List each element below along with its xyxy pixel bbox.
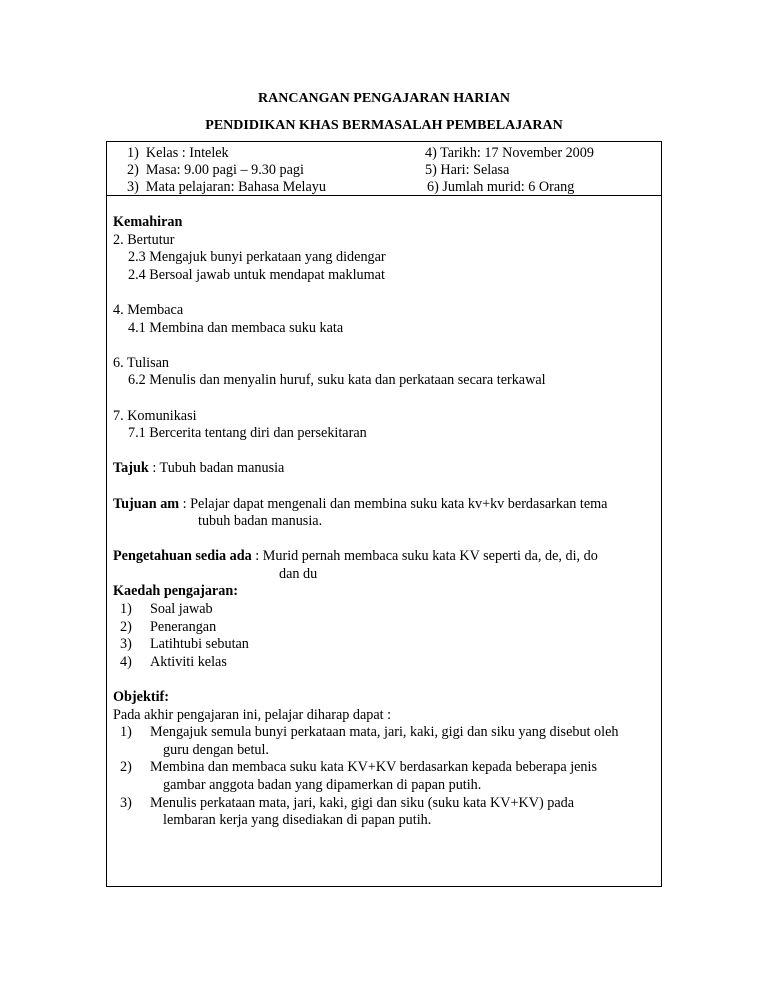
skill-item: 6.2 Menulis dan menyalin huruf, suku kata dan perkataan secara terkawal — [128, 372, 546, 389]
objektif-item-cont: guru dengan betul. — [163, 741, 269, 758]
skill-item: 2.4 Bersoal jawab untuk mendapat maklumat — [128, 266, 385, 283]
header-item-tarikh: 4) Tarikh: 17 November 2009 — [425, 145, 594, 161]
header-item-mata-pelajaran: 3) Mata pelajaran: Bahasa Melayu — [127, 179, 326, 195]
kaedah-item: 4) Aktiviti kelas — [120, 653, 227, 670]
tujuan-label: Tujuan am — [113, 495, 180, 512]
skill-membaca: 4. Membaca — [113, 301, 184, 318]
skill-item: 7.1 Bercerita tentang diri dan persekitaran — [128, 425, 367, 442]
tajuk-text: : Tubuh badan manusia — [148, 460, 285, 477]
objektif-heading: Objektif: — [113, 689, 169, 706]
skill-komunikasi: 7. Komunikasi — [113, 407, 197, 424]
objektif-item: 3) Menulis perkataan mata, jari, kaki, gigi dan siku (suku kata KV+KV) pada — [120, 794, 575, 811]
document-title: RANCANGAN PENGAJARAN HARIAN — [258, 91, 510, 106]
kaedah-item: 3) Latihtubi sebutan — [120, 636, 249, 653]
document-subtitle: PENDIDIKAN KHAS BERMASALAH PEMBELAJARAN — [205, 118, 563, 133]
header-item-hari: 5) Hari: Selasa — [425, 162, 510, 178]
tajuk-line — [113, 460, 659, 478]
pengetahuan-line: Pengetahuan sedia ada : Murid pernah membaca suku kata KV seperti da, de, di, do — [113, 548, 598, 565]
objektif-intro: Pada akhir pengajaran ini, pelajar diharap dapat : — [113, 706, 392, 723]
kaedah-item: 1) Soal jawab — [120, 601, 213, 618]
header-item-masa: 2) Masa: 9.00 pagi – 9.30 pagi — [127, 162, 304, 178]
kemahiran-heading: Kemahiran — [113, 214, 183, 230]
pengetahuan-line-2: dan du — [279, 565, 318, 582]
lesson-content — [113, 214, 659, 830]
tajuk-label: Tajuk — [113, 460, 149, 477]
header-item-kelas: 1) Kelas : Intelek — [127, 145, 229, 161]
objektif-item: 2) Membina dan membaca suku kata KV+KV berdasarkan kepada beberapa jenis — [120, 759, 597, 776]
lesson-plan-box — [106, 141, 662, 887]
kaedah-item: 2) Penerangan — [120, 618, 217, 635]
lesson-header — [107, 142, 661, 196]
skill-tulisan: 6. Tulisan — [113, 354, 169, 371]
skill-item: 2.3 Mengajuk bunyi perkataan yang didengar — [128, 249, 386, 266]
tujuan-line-2: tubuh badan manusia. — [198, 513, 323, 530]
objektif-item-cont: gambar anggota badan yang dipamerkan di papan putih. — [163, 777, 482, 793]
header-item-jumlah-murid: 6) Jumlah murid: 6 Orang — [427, 179, 575, 195]
skill-item: 4.1 Membina dan membaca suku kata — [128, 319, 344, 336]
tujuan-line: Tujuan am : Pelajar dapat mengenali dan membina suku kata kv+kv berdasarkan tema — [113, 495, 608, 512]
kaedah-heading: Kaedah pengajaran: — [113, 583, 238, 600]
pengetahuan-label: Pengetahuan sedia ada — [113, 548, 252, 565]
objektif-item: 1) Mengajuk semula bunyi perkataan mata, jari, kaki, gigi dan siku yang disebut oleh — [120, 724, 619, 741]
objektif-item-cont: lembaran kerja yang disediakan di papan putih. — [163, 812, 432, 829]
skill-bertutur: 2. Bertutur — [113, 231, 175, 248]
